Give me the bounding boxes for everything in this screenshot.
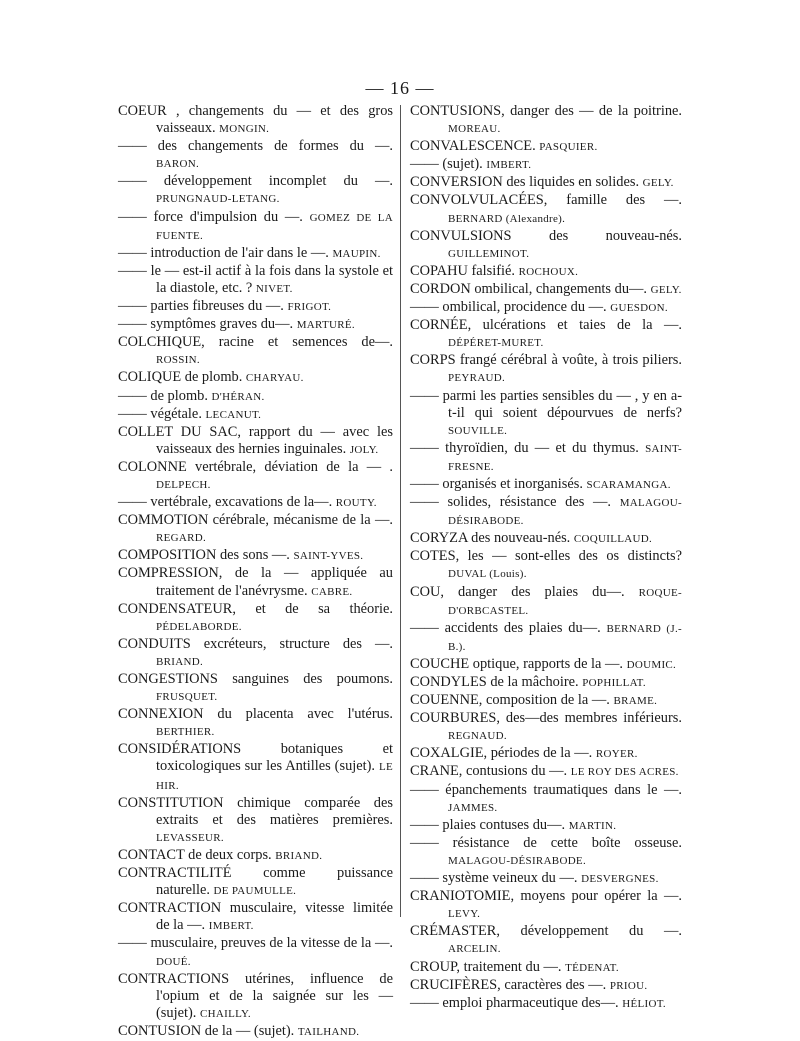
index-entry [118,245,393,263]
entry-author: DE PAUMULLE. [213,885,297,898]
entry-author: ROCHOUX. [518,265,579,278]
entry-text: CORPS frangé cérébral à voûte, à trois piliers. [410,352,682,369]
entry-author: NIVET. [255,282,293,295]
entry-author: PRUNGNAUD-LETANG. [156,193,280,206]
entry-author: DOUÉ. [156,955,191,968]
entry-text: CONDUITS excréteurs, structure des —. [118,635,393,652]
index-entry [410,476,682,494]
entry-text: CONSTITUTION chimique comparée des extraits et des matières premières. [118,794,393,828]
entry-text: CONVERSION des liquides en solides. [410,174,640,191]
entry-text: —— des changements de formes du —. [118,138,393,155]
entry-text: CONTRACTION musculaire, vitesse limitée de la —. [118,900,393,934]
entry-author: LE ROY DES ACRES. [570,766,679,779]
index-entry [410,388,682,440]
entry-text: —— organisés et inorganisés. [410,475,583,492]
index-entry [410,923,682,958]
entry-author: SOUVILLE. [448,424,508,437]
index-entry [410,103,682,138]
index-entry [118,138,393,173]
entry-text: —— introduction de l'air dans le —. [118,244,329,261]
index-entry [118,565,393,600]
entry-text: COLCHIQUE, racine et semences de—. [118,334,393,351]
entry-author: HÉLIOT. [622,997,666,1010]
index-entry [118,971,393,1023]
index-entry [410,174,682,192]
entry-author: IMBERT. [208,920,254,933]
entry-author: PEYRAUD. [448,372,506,385]
entry-author: FRIGOT. [287,301,332,314]
entry-author: CHARYAU. [245,372,304,385]
entry-text: CONSIDÉRATIONS botaniques et toxicologiques sur les Antilles (sujet). [118,741,393,775]
index-entry [410,763,682,781]
index-entry [118,173,393,208]
entry-author: GUILLEMINOT. [448,247,530,260]
index-entry [118,209,393,245]
entry-author: ARCELIN. [448,943,501,956]
index-entry [118,900,393,935]
index-entry [118,334,393,369]
entry-text: COUENNE, composition de la —. [410,692,610,709]
entry-text: CONDENSATEUR, et de sa théorie. [118,600,393,617]
index-entry [118,459,393,494]
entry-text: —— musculaire, preuves de la vitesse de la —. [118,935,393,952]
entry-author: BRIAND. [275,849,323,862]
index-entry [410,888,682,923]
entry-author: MARTURÉ. [296,319,355,332]
entry-text: —— vertébrale, excavations de la—. [118,494,333,511]
index-entry [410,745,682,763]
entry-text: COPAHU falsifié. [410,262,515,279]
entry-author: DESVERGNES. [581,873,659,886]
index-entry [410,674,682,692]
entry-author: REGNAUD. [448,730,507,743]
entry-author: GOMEZ DE LA FUENTE. [156,211,393,242]
entry-text: —— symptômes graves du—. [118,316,294,333]
index-entry [410,782,682,817]
right-column [410,103,682,1013]
entry-text: —— système veineux du —. [410,870,578,887]
entry-author: SAINT-YVES. [293,550,364,563]
index-entry [410,870,682,888]
index-entry [410,281,682,299]
left-column [118,103,393,1041]
index-entry [118,706,393,741]
entry-author: BERNARD (Alexandre). [448,212,566,225]
index-entry [410,656,682,674]
index-entry [410,440,682,476]
entry-text: CONNEXION du placenta avec l'utérus. [118,706,393,723]
entry-text: CORNÉE, ulcérations et taies de la —. [410,317,682,334]
index-entry [118,263,393,298]
entry-text: CONTRACTILITÉ comme puissance naturelle. [118,865,393,899]
entry-author: D'HÉRAN. [211,390,265,403]
index-entry [118,865,393,900]
index-entry [410,530,682,548]
entry-text: —— végétale. [118,405,202,422]
index-entry [118,847,393,865]
index-entry [410,817,682,835]
index-entry [410,192,682,227]
entry-text: COUCHE optique, rapports de la —. [410,655,624,672]
entry-text: —— ombilical, procidence du —. [410,299,607,316]
entry-author: ROYER. [595,748,638,761]
entry-text: COURBURES, des—des membres inférieurs. [410,710,682,727]
entry-text: —— emploi pharmaceutique des—. [410,994,619,1011]
entry-author: ROQUE-D'ORBCASTEL. [448,586,682,617]
entry-text: COLONNE vertébrale, déviation de la — . [118,458,393,475]
entry-text: —— thyroïdien, du — et du thymus. [410,439,639,456]
entry-text: CONVULSIONS des nouveau-nés. [410,227,682,244]
entry-text: CROUP, traitement du —. [410,958,562,975]
index-entry [118,547,393,565]
index-entry [118,388,393,406]
entry-author: IMBERT. [486,159,532,172]
entry-text: —— (sujet). [410,156,483,173]
index-entry [410,692,682,710]
entry-author: MARTIN. [568,819,617,832]
entry-author: SCARAMANGA. [586,478,671,491]
index-entry [118,316,393,334]
entry-text: —— parmi les parties sensibles du — , y en a-t-il qui soient dépourvues de nerfs? [410,387,682,421]
entry-author: GUESDON. [610,302,668,315]
entry-author: LEVY. [448,908,481,921]
entry-text: CONTUSIONS, danger des — de la poitrine. [410,103,682,119]
index-entry [118,1023,393,1041]
entry-text: —— plaies contuses du—. [410,816,566,833]
entry-text: —— de plomb. [118,387,208,404]
index-entry [118,424,393,459]
entry-author: MAUPIN. [332,247,381,260]
entry-author: LECANUT. [205,408,262,421]
entry-author: TÉDENAT. [565,961,619,974]
index-entry [410,263,682,281]
entry-text: CONTRACTIONS utérines, influence de l'opium et de la saignée sur les — (sujet). [118,970,393,1021]
entry-author: JOLY. [349,443,379,456]
entry-author: BRAME. [613,695,658,708]
entry-author: BRIAND. [156,655,204,668]
entry-author: CHAILLY. [199,1007,251,1020]
entry-author: LEVASSEUR. [156,831,224,844]
entry-text: CRÉMASTER, développement du —. [410,923,682,940]
entry-author: COQUILLAUD. [573,533,653,546]
entry-text: CRANE, contusions du —. [410,763,568,780]
entry-author: BERTHIER. [156,726,215,739]
entry-author: BARON. [156,158,200,171]
entry-text: —— parties fibreuses du —. [118,298,284,315]
entry-text: CONVOLVULACÉES, famille des —. [410,192,682,209]
entry-author: ROSSIN. [156,354,200,367]
entry-author: DOUMIC. [626,658,677,671]
entry-author: FRUSQUET. [156,691,218,704]
index-entry [118,298,393,316]
entry-author: CABRE. [311,585,353,598]
entry-author: JAMMES. [448,801,498,814]
entry-text: —— le — est-il actif à la fois dans la systole et la diastole, etc. ? [118,262,393,296]
entry-text: COMMOTION cérébrale, mécanisme de la —. [118,512,393,529]
index-entry [118,795,393,847]
entry-author: GELY. [642,177,674,190]
index-entry [410,959,682,977]
index-entry [410,352,682,387]
entry-author: PASQUIER. [539,141,598,154]
index-entry [410,977,682,995]
index-entry [118,671,393,706]
index-entry [410,584,682,620]
entry-author: POPHILLAT. [582,677,646,689]
entry-text: CORYZA des nouveau-nés. [410,530,571,547]
entry-author: PÉDELABORDE. [156,620,242,633]
index-entry [410,835,682,870]
entry-text: —— solides, résistance des —. [410,494,611,511]
entry-text: CONDYLES de la mâchoire. [410,674,579,690]
entry-text: CONTUSION de la — (sujet). [118,1022,295,1039]
index-entry [410,710,682,745]
entry-text: COMPOSITION des sons —. [118,547,290,564]
entry-author: DÉPÉRET-MURET. [448,337,544,350]
index-entry [410,317,682,352]
index-entry [118,494,393,512]
entry-author: DUVAL (Louis). [448,568,527,581]
index-entry [410,494,682,530]
entry-text: CONGESTIONS sanguines des poumons. [118,671,393,687]
entry-text: —— résistance de cette boîte osseuse. [410,834,682,851]
page-number: — 16 — [365,78,435,98]
entry-author: REGARD. [156,532,207,545]
entry-author: BERNARD (J.-B.). [448,622,682,653]
entry-text: COEUR , changements du — et des gros vaisseaux. [118,103,393,137]
index-entry [118,512,393,547]
index-entry [410,156,682,174]
entry-text: CRANIOTOMIE, moyens pour opérer la —. [410,888,682,905]
index-entry [118,741,393,794]
entry-text: COMPRESSION, de la — appliquée au traitement de l'anévrysme. [118,565,393,599]
entry-text: COTES, les — sont-elles des os distincts? [410,548,682,565]
entry-text: CONTACT de deux corps. [118,846,272,863]
index-entry [118,601,393,636]
index-entry [118,636,393,671]
entry-author: MOREAU. [448,123,501,136]
entry-text: COXALGIE, périodes de la —. [410,745,593,762]
index-entry [118,935,393,970]
index-entry [410,620,682,656]
entry-text: —— développement incomplet du —. [118,173,393,190]
entry-text: COLIQUE de plomb. [118,369,243,386]
entry-text: CRUCIFÈRES, caractères des —. [410,976,607,993]
index-entry [410,548,682,583]
entry-text: —— accidents des plaies du—. [410,619,601,636]
entry-text: —— force d'impulsion du —. [118,208,303,225]
entry-author: LE HIR. [156,761,393,792]
entry-author: SAINT-FRESNE. [448,442,682,473]
entry-text: CONVALESCENCE. [410,138,536,155]
entry-text: —— épanchements traumatiques dans le —. [410,781,682,798]
entry-text: COU, danger des plaies du—. [410,583,625,600]
entry-author: ROUTY. [335,497,377,510]
index-entry [118,369,393,387]
index-entry [118,103,393,138]
entry-author: TAILHAND. [297,1025,360,1038]
index-entry [410,228,682,263]
index-entry [410,138,682,156]
column-divider [400,105,401,917]
entry-author: DELPECH. [156,478,211,491]
entry-text: COLLET DU SAC, rapport du — avec les vaisseaux des hernies inguinales. [118,423,393,457]
entry-author: MALAGOU-DÉSIRABODE. [448,497,682,528]
entry-author: GELY. [650,283,682,296]
index-entry [410,995,682,1013]
entry-text: CORDON ombilical, changements du—. [410,280,648,297]
entry-author: PRIOU. [609,979,648,992]
index-entry [410,299,682,317]
entry-author: MONGIN. [219,123,270,136]
index-entry [118,406,393,424]
entry-author: MALAGOU-DÉSIRABODE. [448,854,587,867]
